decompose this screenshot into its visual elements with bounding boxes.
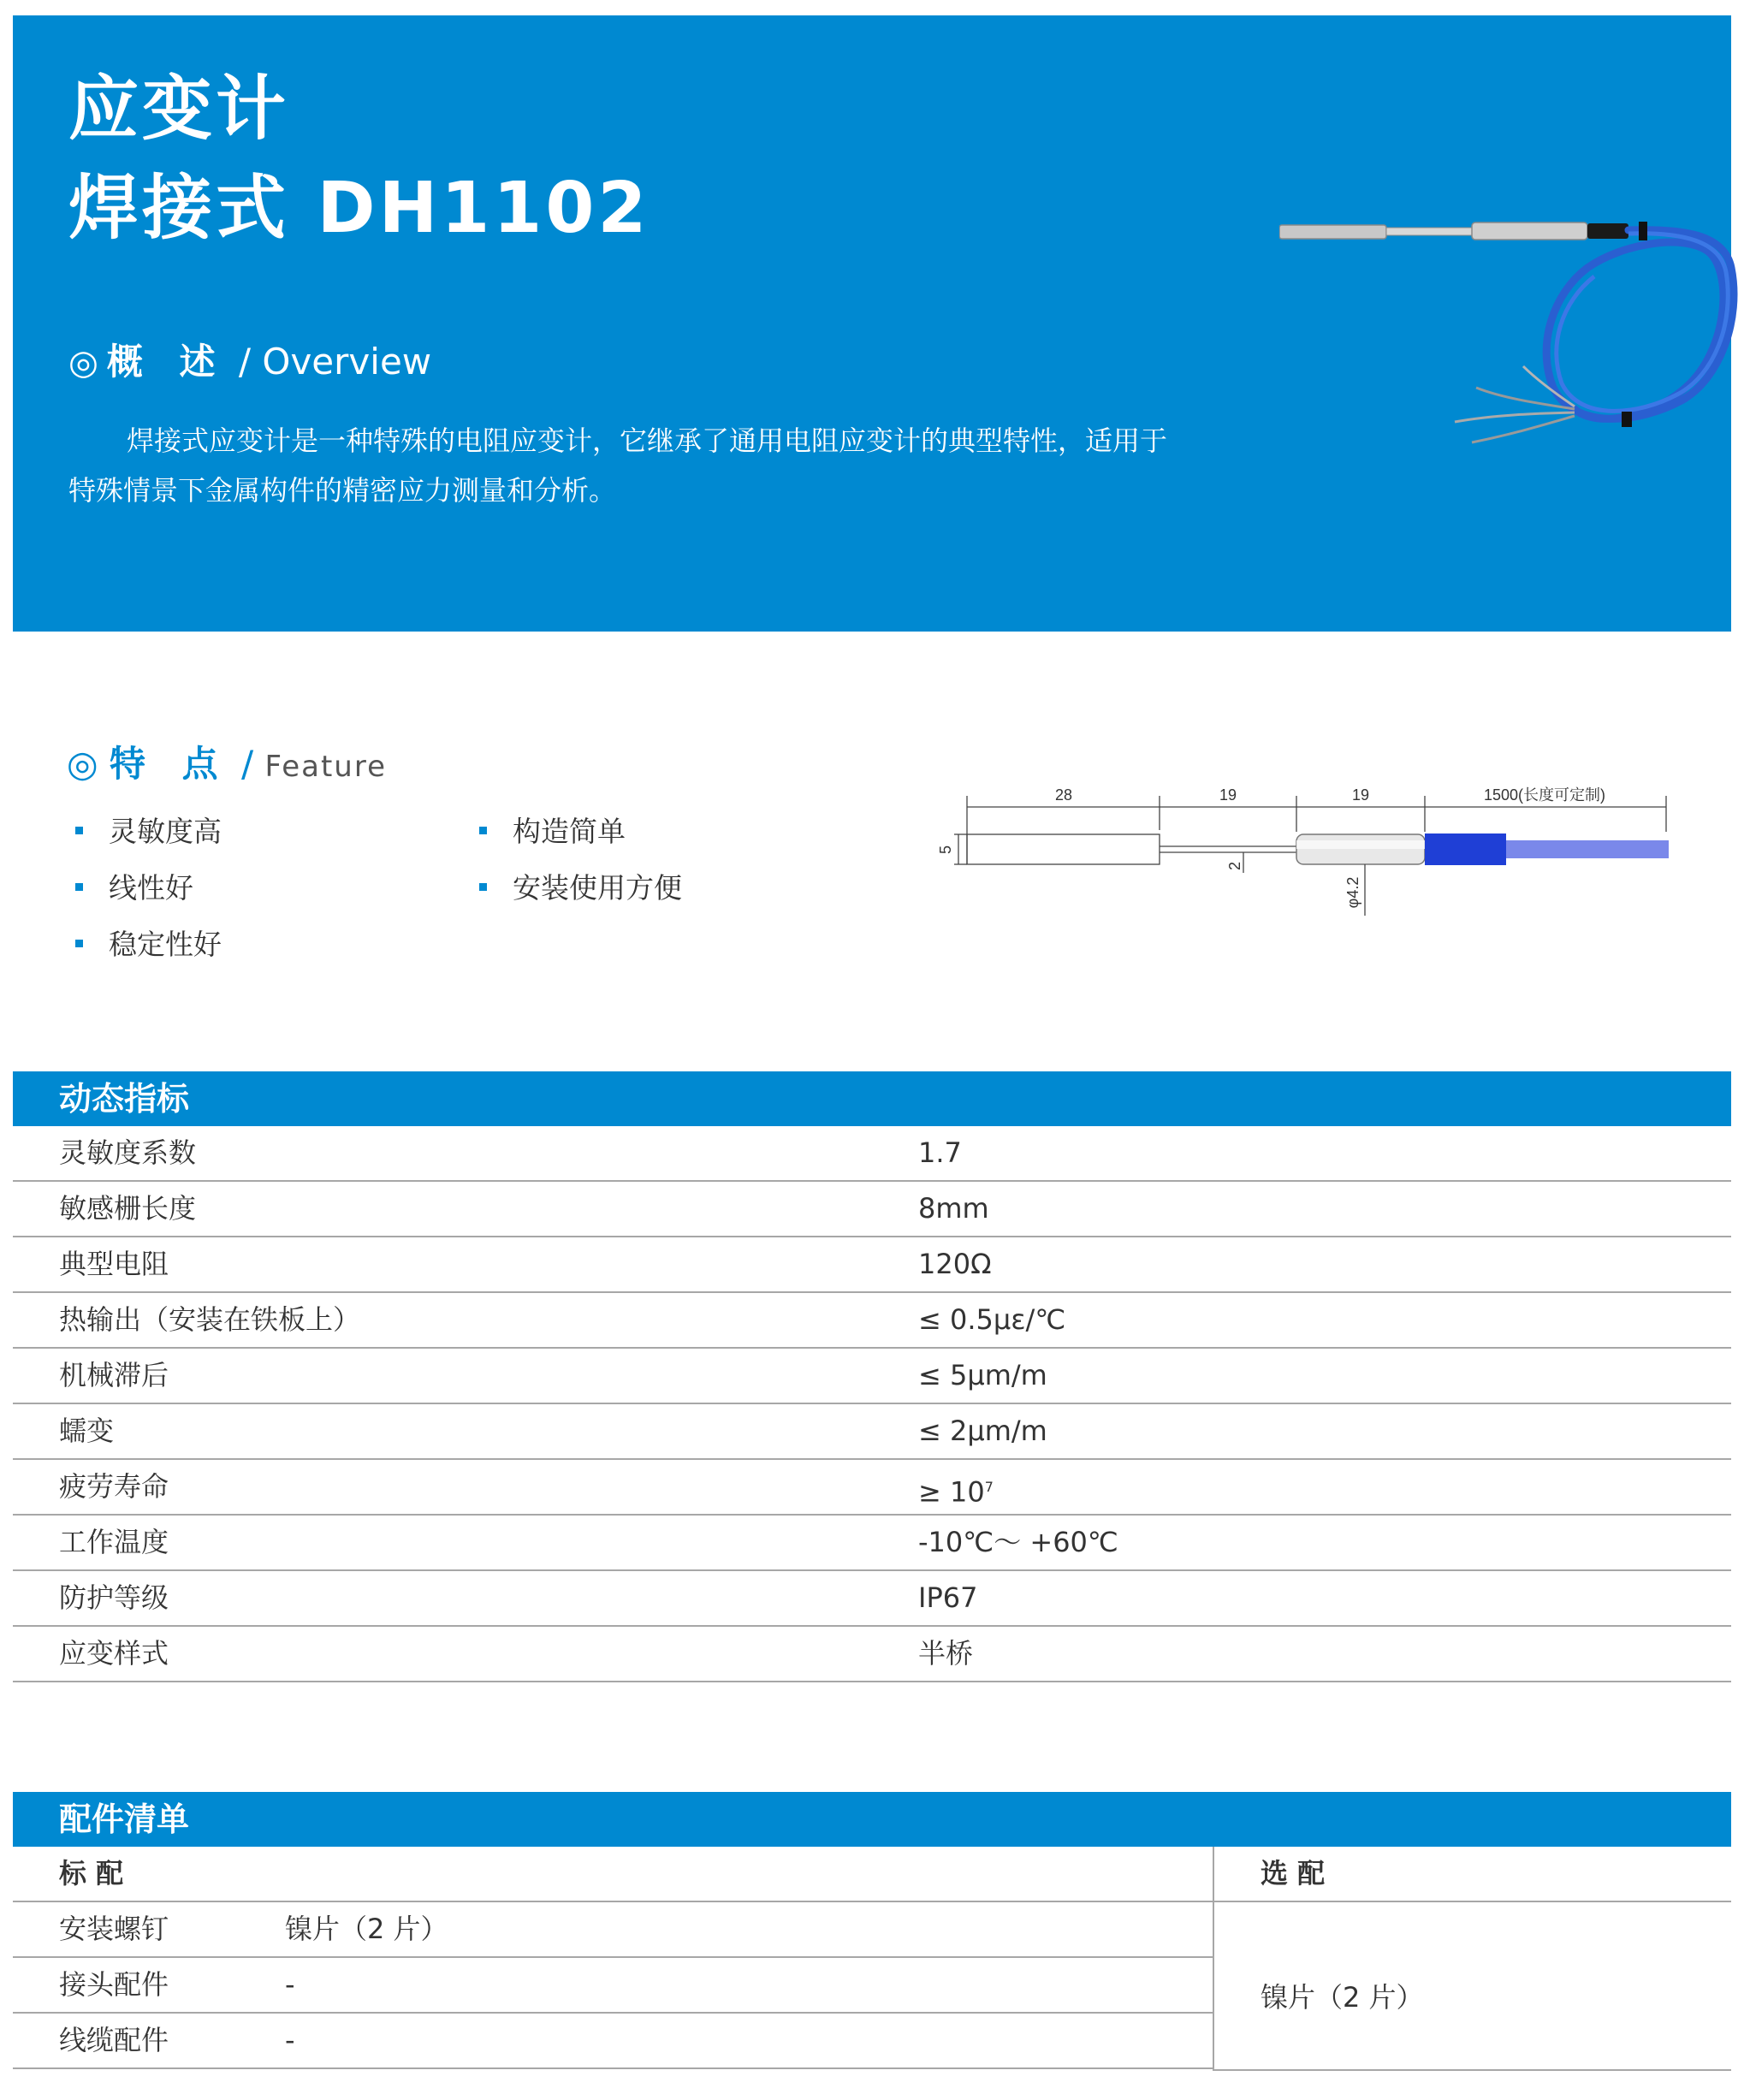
accessories-header: 配件清单 [13,1792,1731,1847]
dynamic-specs-header: 动态指标 [13,1071,1731,1126]
overview-text: 焊接式应变计是一种特殊的电阻应变计，它继承了通用电阻应变计的典型特性，适用于特殊情景下金属构件的精密应力测量和分析。 [68,424,1168,507]
bullet-icon [75,940,83,947]
table-row: 热输出（安装在铁板上） ≤ 0.5με/℃ [13,1293,1731,1349]
accessories-column-headers [13,1847,1731,1902]
overview-heading [68,334,431,385]
dim-label-phi: φ4.2 [1344,876,1361,909]
heading-separator: / [241,743,254,785]
feature-heading-cn: 特 点 [110,743,230,785]
title-line-2: 焊接式 DH1102 [68,168,650,249]
table-row: 工作温度 -10℃～ +60℃ [13,1516,1731,1571]
overview-heading-cn: 概 述 [106,341,228,383]
feature-item: 线性好 [75,866,193,906]
bullet-icon [75,883,83,891]
bullet-icon [75,827,83,834]
table-row: 线缆配件 - [13,2014,1213,2069]
feature-item: 构造简单 [479,810,626,850]
circle-icon: ◎ [67,743,98,785]
dim-label-1500: 1500(长度可定制) [1483,786,1606,804]
feature-heading-en: Feature [264,750,387,784]
title-line-1: 应变计 [68,68,290,150]
table-row: 灵敏度系数 1.7 [13,1126,1731,1182]
table-row: 疲劳寿命 ≥ $10^7$ [13,1460,1731,1516]
optional-header: 选 配 [1261,1857,1326,1889]
feature-item: 安装使用方便 [479,866,682,906]
table-row: 安装螺钉 镍片（2 片） [13,1902,1213,1958]
table-row: 防护等级 IP67 [13,1571,1731,1627]
column-divider [1213,1847,1214,2071]
table-row: 应变样式 半桥 [13,1627,1731,1682]
dim-label-19b: 19 [1351,786,1370,804]
table-row: 敏感栅长度 8mm [13,1182,1731,1237]
table-row: 接头配件 - [13,1958,1213,2014]
dim-label-2: 2 [1226,861,1243,871]
dim-label-5: 5 [937,845,954,855]
bullet-icon [479,827,487,834]
dim-label-28: 28 [1054,786,1073,804]
feature-heading [67,736,387,787]
table-row: 蠕变 ≤ 2μm/m [13,1404,1731,1460]
row-divider [1213,2069,1731,2071]
bullet-icon [479,883,487,891]
dimension-diagram [920,779,1690,928]
feature-item: 灵敏度高 [75,810,222,850]
accessories-table [13,1847,1731,2071]
table-row: 机械滞后 ≤ 5μm/m [13,1349,1731,1404]
table-row: 典型电阻 120Ω [13,1237,1731,1293]
page-title [68,60,650,258]
overview-heading-en: / Overview [238,341,432,383]
feature-item: 稳定性好 [75,922,222,963]
standard-header: 标 配 [59,1857,124,1889]
product-photo [1279,174,1741,465]
optional-value: 镍片（2 片） [1261,1981,1424,2014]
circle-icon: ◎ [68,343,98,383]
dim-label-19a: 19 [1219,786,1237,804]
hero-banner [13,15,1731,632]
